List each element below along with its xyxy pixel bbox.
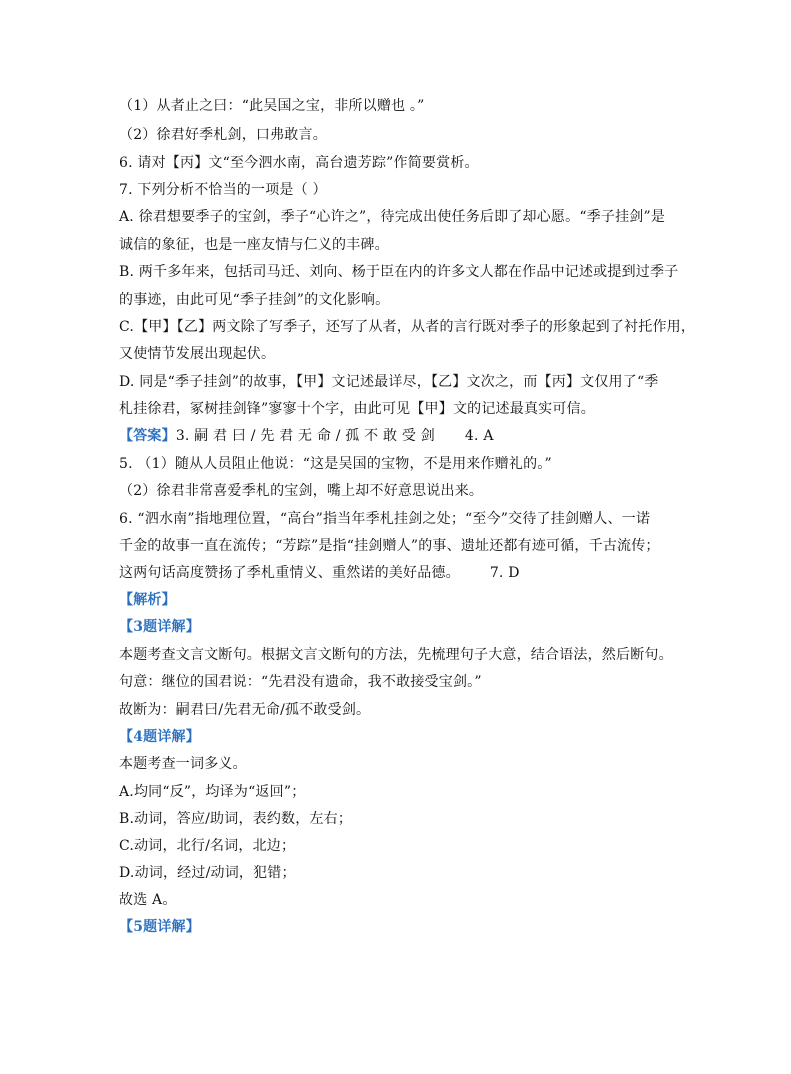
section-4-title: 【4题详解】 xyxy=(119,729,200,745)
answer-5-1: 5. （1）随从人员阻止他说：“这是吴国的宝物，不是用来作赠礼的。” xyxy=(119,456,552,472)
answer-6: 6. “泗水南”指地理位置，“高台”指当年季札挂剑之处；“至今”交待了挂剑赠人、一诺 xyxy=(119,511,651,527)
section-3-title: 【3题详解】 xyxy=(119,619,200,635)
section-3-line: 故断为：嗣君曰/先君无命/孤不敢受剑。 xyxy=(119,702,371,718)
question-7: 7. 下列分析不恰当的一项是（ ） xyxy=(119,182,327,198)
answer-line xyxy=(119,426,731,446)
section-4-line: A.均同“反”，均译为“返回”； xyxy=(119,784,306,800)
analysis-label: 【解析】 xyxy=(119,592,176,608)
section-5-title: 【5题详解】 xyxy=(119,919,200,935)
answer-6-end: 这两句话高度赞扬了季札重情义、重然诺的美好品德。 xyxy=(119,565,460,581)
answer-7: 7. D xyxy=(489,565,520,581)
option-c-cont: 又使情节发展出现起伏。 xyxy=(119,346,276,362)
section-4-line: 本题考查一词多义。 xyxy=(119,756,247,772)
section-3-line: 句意：继位的国君说：“先君没有遗命，我不敢接受宝剑。” xyxy=(119,674,482,690)
text-line: （2）徐君好季札剑，口弗敢言。 xyxy=(119,127,327,143)
section-4-line: C.动词，北行/名词，北边； xyxy=(119,838,296,854)
option-d: D. 同是“季子挂剑”的故事，【甲】文记述最详尽，【乙】文次之，而【丙】文仅用了“季 xyxy=(119,374,659,390)
section-4-line: B.动词，答应/助词，表约数，左右； xyxy=(119,811,353,827)
question-6: 6. 请对【丙】文“至今泗水南，高台遗芳踪”作简要赏析。 xyxy=(119,155,479,171)
answer-6-last xyxy=(119,563,731,583)
section-4-line: D.动词，经过/动词，犯错； xyxy=(119,865,296,881)
text-line: （1）从者止之曰：“此吴国之宝，非所以赠也 。” xyxy=(119,98,425,114)
option-a-cont: 诚信的象征，也是一座友情与仁义的丰碑。 xyxy=(119,237,389,253)
section-3-line: 本题考查文言文断句。根据文言文断句的方法，先梳理句子大意，结合语法，然后断句。 xyxy=(119,647,673,663)
option-c: C.【甲】【乙】两文除了写季子，还写了从者，从者的言行既对季子的形象起到了衬托作用， xyxy=(119,319,696,335)
option-a: A. 徐君想要季子的宝剑，季子“心许之”，待完成出使任务后即了却心愿。“季子挂剑”是 xyxy=(119,209,666,225)
section-4-line: 故选 A。 xyxy=(119,892,177,908)
answer-5-2: （2）徐君非常喜爱季札的宝剑，嘴上却不好意思说出来。 xyxy=(119,483,484,499)
answer-4: 4. A xyxy=(464,428,494,444)
answer-label: 【答案】 xyxy=(119,428,176,444)
option-b-cont: 的事迹，由此可见“季子挂剑”的文化影响。 xyxy=(119,292,390,308)
option-b: B. 两千多年来，包括司马迁、刘向、杨于臣在内的许多文人都在作品中记述或提到过季子 xyxy=(119,264,679,280)
option-d-cont: 札挂徐君，冢树挂剑锋”寥寥十个字，由此可见【甲】文的记述最真实可信。 xyxy=(119,401,595,417)
answer-6-cont: 千金的故事一直在流传；“芳踪”是指“挂剑赠人”的事、遗址还都有迹可循，千古流传； xyxy=(119,538,660,554)
answer-3: 3. 嗣 君 曰 / 先 君 无 命 / 孤 不 敢 受 剑 xyxy=(175,428,435,444)
